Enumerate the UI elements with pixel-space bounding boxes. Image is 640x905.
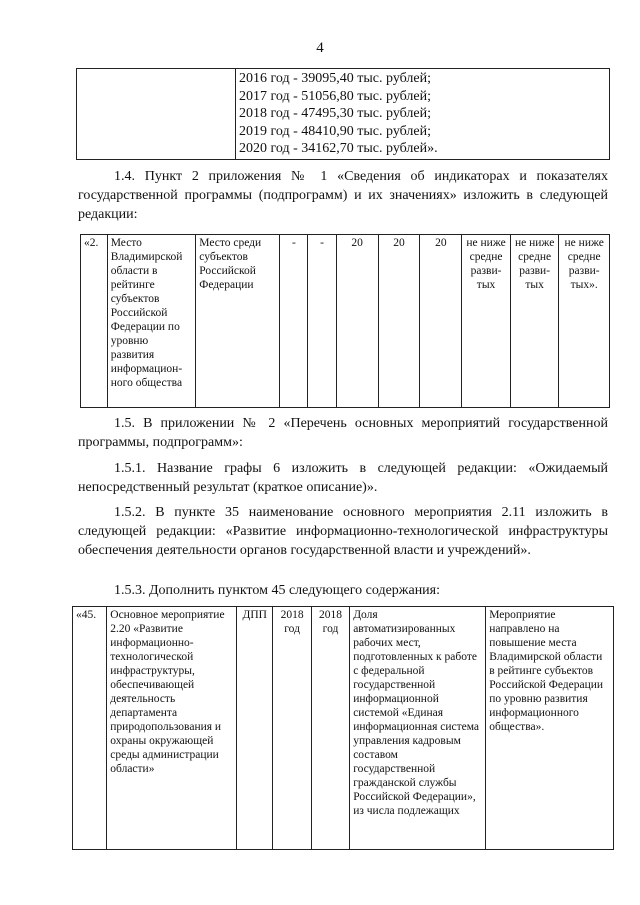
funding-line: 2018 год - 47495,30 тыс. рублей;	[239, 106, 432, 121]
measure-name-cell: Основное мероприятие 2.20 «Развитие информационно-технологической инфраструктуры, обеспечивающей деятельность департамента природопользования и охраны окружающей среды администрации области»	[107, 607, 237, 850]
value-cell: 20	[420, 235, 462, 408]
indicators-table	[80, 234, 610, 408]
table-cell-empty	[77, 69, 236, 160]
paragraph-1-5-2: 1.5.2. В пункте 35 наименование основного мероприятия 2.11 изложить в следующей редакции: «Развитие информационно-технологической инфраструктуры обеспечения деятельности органов государственной власти и учреждений».	[78, 505, 608, 558]
value-cell: 20	[378, 235, 420, 408]
value-cell: 20	[336, 235, 378, 408]
table-row	[77, 69, 610, 160]
value-cell: не ниже средне разви-тых	[462, 235, 511, 408]
paragraph-1-5-1: 1.5.1. Название графы 6 изложить в следующей редакции: «Ожидаемый непосредственный результат (краткое описание)».	[78, 461, 608, 495]
funding-line: 2016 год - 39095,40 тыс. рублей;	[239, 71, 432, 86]
table-row	[81, 235, 610, 408]
value-cell: не ниже средне разви-тых».	[559, 235, 610, 408]
value-cell: не ниже средне разви-тых	[510, 235, 559, 408]
paragraph-1-5: 1.5. В приложении № 2 «Перечень основных мероприятий государственной программы, подпрограмм»:	[78, 416, 608, 450]
funding-line: 2017 год - 51056,80 тыс. рублей;	[239, 88, 432, 104]
effect-cell: Мероприятие направлено на повышение места Владимирской области в рейтинге субъектов Российской Федерации по уровню развития информационного общества».	[486, 607, 614, 850]
executor-cell: ДПП	[237, 607, 273, 850]
measures-table	[72, 606, 614, 850]
page-number: 4	[316, 40, 324, 56]
indicator-unit-cell: Место среди субъектов Российской Федерации	[196, 235, 280, 408]
expected-result-cell: Доля автоматизированных рабочих мест, подготовленных к работе с федеральной государственной информационной системой «Единая информационная система управления кадровым составом государственной гражданской службы Российской Федерации», из числа подлежащих	[350, 607, 486, 850]
paragraph-1-4: 1.4. Пункт 2 приложения № 1 «Сведения об индикаторах и показателях государственной программы (подпрограмм) и их значениях» изложить в следующей редакции:	[78, 169, 608, 222]
value-cell: -	[280, 235, 308, 408]
funding-line: 2019 год - 48410,90 тыс. рублей;	[239, 123, 432, 139]
value-cell: -	[308, 235, 336, 408]
end-year-cell: 2018 год	[311, 607, 349, 850]
start-year-cell: 2018 год	[273, 607, 311, 850]
row-number-cell: «2.	[81, 235, 108, 408]
funding-lines-cell	[236, 69, 610, 160]
row-number-cell: «45.	[73, 607, 107, 850]
table-row	[73, 607, 614, 850]
funding-table	[76, 68, 610, 160]
indicator-name-cell: Место Владимирской области в рейтинге субъектов Российской Федерации по уровню развития информацион-ного общества	[107, 235, 196, 408]
paragraph-1-5-3: 1.5.3. Дополнить пунктом 45 следующего содержания:	[114, 583, 441, 598]
funding-line: 2020 год - 34162,70 тыс. рублей».	[239, 141, 438, 156]
